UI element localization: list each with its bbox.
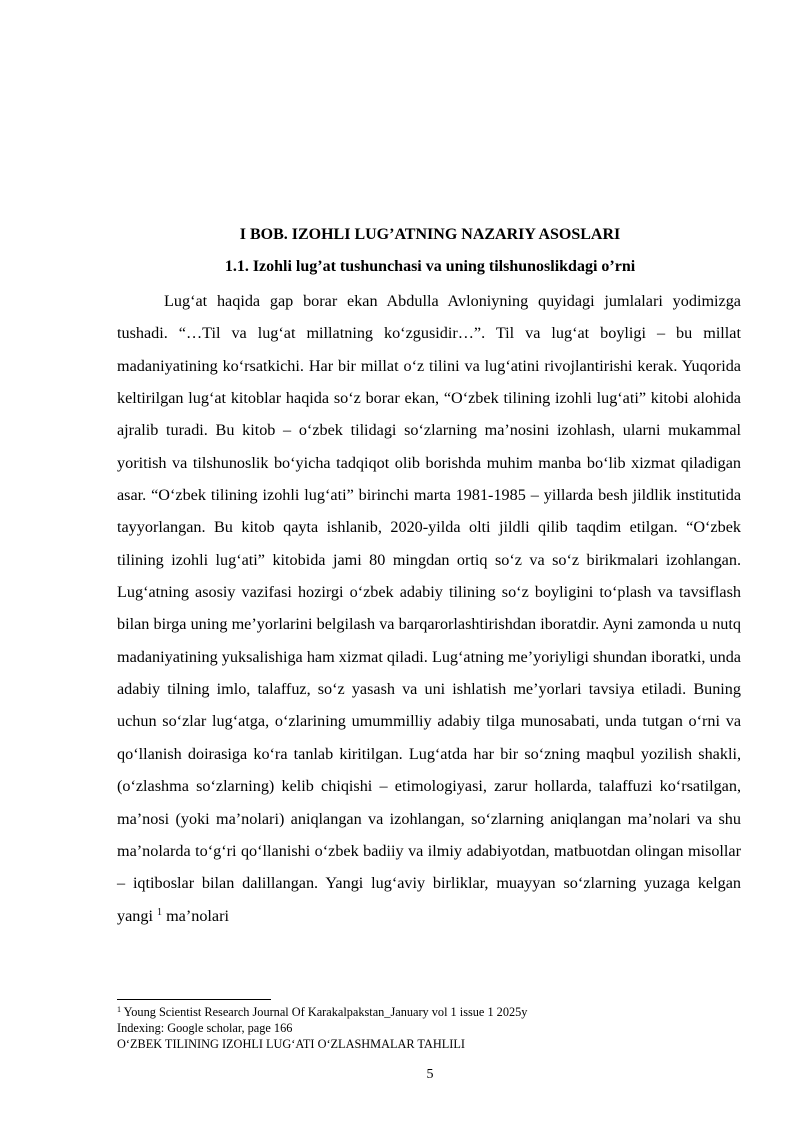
section-title: 1.1. Izohli lug’at tushunchasi va uning tilshunoslikdagi o’rni xyxy=(224,258,636,275)
body-paragraph xyxy=(117,285,741,932)
paragraph-end: ma’nolari xyxy=(166,906,229,925)
footnote-reference[interactable]: 1 xyxy=(157,906,163,918)
footnote-separator xyxy=(117,999,271,1000)
footnote-marker: 1 xyxy=(117,1005,121,1014)
footnote-block xyxy=(117,1004,737,1052)
page-number: 5 xyxy=(426,1067,434,1082)
footnote-line xyxy=(117,1004,737,1020)
footnote-article-title: O‘ZBEK TILINING IZOHLI LUG‘ATI O‘ZLASHMALAR TAHLILI xyxy=(117,1037,465,1051)
chapter-title: I BOB. IZOHLI LUG’ATNING NAZARIY ASOSLARI xyxy=(239,226,621,243)
footnote-citation: Young Scientist Research Journal Of Karakalpakstan_January vol 1 issue 1 2025y xyxy=(123,1005,528,1019)
footnote-indexing: Indexing: Google scholar, page 166 xyxy=(117,1021,293,1035)
paragraph-text: Lug‘at haqida gap borar ekan Abdulla Avloniyning quyidagi jumlalari yodimizga tushadi. “…Til va lug‘at millatning ko‘zgusidir…”. Til va lug‘at boyligi – bu millat madaniyatining ko‘rsatkichi. Har bir millat o‘z tilini va lug‘atini rivojlantirishi kerak. Yuqorida keltirilgan lugʻat kitoblar haqida so‘z borar ekan, “O‘zbek tilining izohli lug‘ati” kitobi alohida ajralib turadi. Bu kitob – o‘zbek tilidagi so‘zlarning ma’nosini izohlash, ularni mukammal yoritish va tilshunoslik bo‘yicha tadqiqot olib borishda muhim manba bo‘lib xizmat qiladigan asar. “O‘zbek tilining izohli lug‘ati” birinchi marta 1981-1985 – yillarda besh jildlik institutida tayyorlangan. Bu kitob qayta ishlanib, 2020-yilda olti jildli qilib taqdim etilgan. “O‘zbek tilining izohli lug‘ati” kitobida jami 80 mingdan ortiq so‘z va so‘z birikmalari izohlangan. Lug‘atning asosiy vazifasi hozirgi o‘zbek adabiy tilining so‘z boyligini to‘plash va tavsiflash bilan birga uning me’yorlarini belgilash va barqarorlashtirishdan iboratdir. Ayni zamonda u nutq madaniyatining yuksalishiga ham xizmat qiladi. Lug‘atning me’yoriyligi shundan iboratki, unda adabiy tilning imlo, talaffuz, so‘z yasash va uni ishlatish me’yorlari tavsiya etiladi. Buning uchun so‘zlar lug‘atga, o‘zlarining umummilliy adabiy tilga munosabati, unda tutgan o‘rni va qo‘llanish doirasiga ko‘ra tanlab kiritilgan. Lug‘atda har bir so‘zning maqbul yozilish shakli, (o‘zlashma so‘zlarning) kelib chiqishi – etimologiyasi, zarur hollarda, talaffuzi ko‘rsatilgan, ma’nosi (yoki ma’nolari) aniqlangan va izohlangan, so‘zlarning aniqlangan ma’nolari va shu ma’nolarda to‘g‘ri qo‘llanishi o‘zbek badiiy va ilmiy adabiyotdan, matbuotdan olingan misollar – iqtiboslar bilan dalillangan. Yangi lug‘aviy birliklar, muayyan so‘zlarning yuzaga kelgan yangi xyxy=(117,292,741,925)
